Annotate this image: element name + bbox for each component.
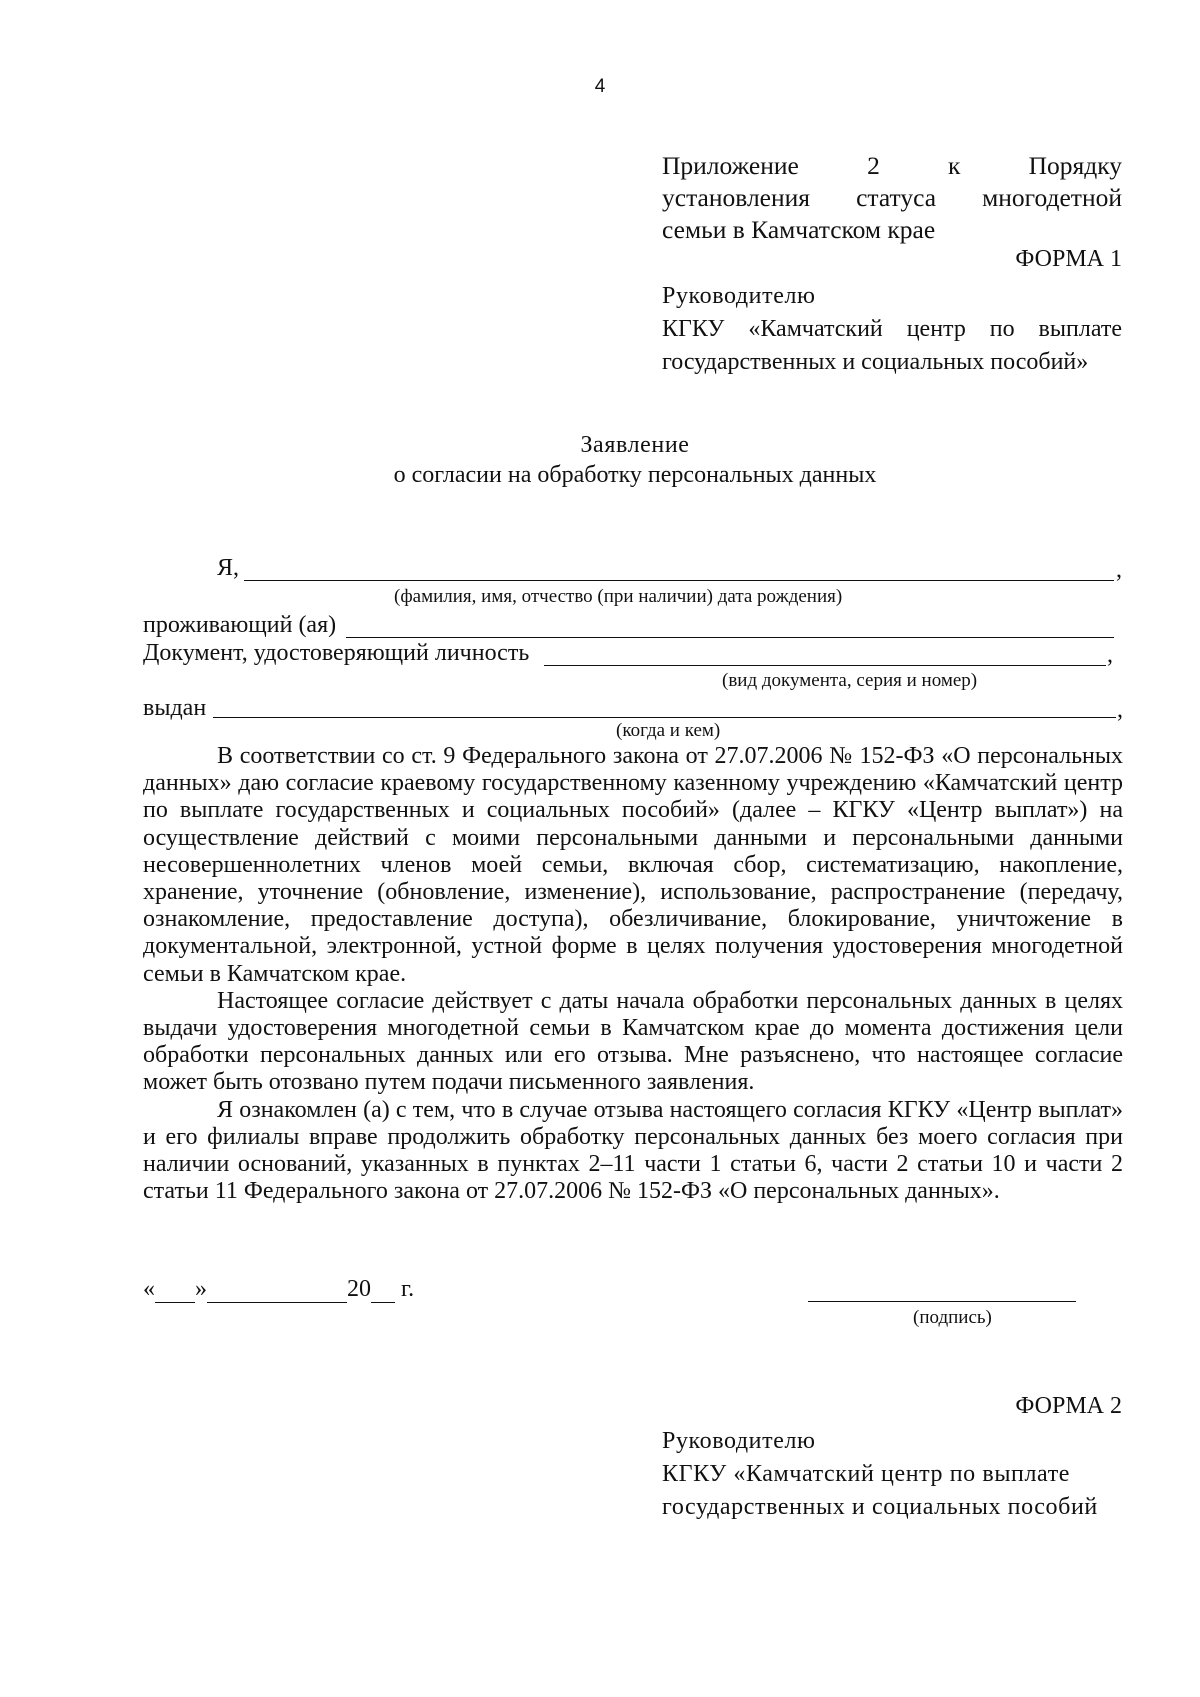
form2-addressee bbox=[662, 1425, 1122, 1524]
appendix-header bbox=[662, 150, 1122, 246]
document-label: Документ, удостоверяющий личность bbox=[143, 640, 530, 666]
consent-paragraph-3: Я ознакомлен (а) с тем, что в случае отзыва настоящего согласия КГКУ «Центр выплат» и его филиалы вправе продолжить обработку персональных данных без моего согласия при наличии оснований, указанных в пунктах 2–11 части 1 статьи 6, части 2 статьи 10 и части 2 статьи 11 Федерального закона от 27.07.2006 № 152-ФЗ «О персональных данных». bbox=[143, 1096, 1123, 1205]
address-input-line[interactable] bbox=[346, 637, 1114, 638]
appendix-line-2: установления статуса многодетной bbox=[662, 183, 1122, 212]
comma: , bbox=[1116, 557, 1122, 583]
fullname-hint: (фамилия, имя, отчество (при наличии) дата рождения) bbox=[394, 586, 843, 607]
appendix-line-1 bbox=[662, 150, 1122, 182]
day-input-line[interactable] bbox=[155, 1282, 195, 1303]
addressee-line-3: государственных и социальных пособий» bbox=[662, 349, 1089, 375]
appendix-word: Приложение bbox=[662, 151, 799, 180]
quote-close: » bbox=[195, 1276, 207, 1302]
i-label: Я, bbox=[217, 555, 240, 581]
year-input-line[interactable] bbox=[371, 1282, 395, 1303]
consent-paragraph-1: В соответствии со ст. 9 Федерального закона от 27.07.2006 № 152-ФЗ «О персональных данных» даю согласие краевому государственному казенному учреждению «Камчатский центр по выплате государственных и социальных пособий» (далее – КГКУ «Центр выплат») на осуществление действий с моими персональными данными и персональными данными несовершеннолетних членов моей семьи, включая сбор, систематизацию, накопление, хранение, уточнение (обновление, изменение), использование, распространение (передачу, ознакомление, предоставление доступа), обезличивание, блокирование, уничтожение в документальной, электронной, устной форме в целях получения удостоверения многодетной семьи в Камчатском крае. bbox=[143, 743, 1123, 987]
issued-input-line[interactable] bbox=[213, 717, 1116, 718]
addressee-line-2: КГКУ «Камчатский центр по выплате bbox=[662, 316, 1122, 342]
issued-hint: (когда и кем) bbox=[616, 720, 721, 741]
document-input-line[interactable] bbox=[544, 665, 1106, 666]
year-suffix: г. bbox=[401, 1276, 415, 1302]
form1-addressee bbox=[662, 280, 1122, 379]
year-prefix: 20 bbox=[347, 1276, 371, 1302]
fullname-input-line[interactable] bbox=[244, 580, 1114, 581]
form1-label: ФОРМА 1 bbox=[1015, 246, 1122, 272]
addressee-line-1: Руководителю bbox=[662, 283, 816, 309]
signature-input-line[interactable] bbox=[808, 1301, 1076, 1302]
form2-label: ФОРМА 2 bbox=[1015, 1393, 1122, 1419]
appendix-word: Порядку bbox=[1028, 151, 1122, 180]
comma: , bbox=[1117, 697, 1123, 723]
appendix-word: 2 bbox=[867, 151, 880, 180]
consent-body bbox=[143, 743, 1123, 1205]
residing-label: проживающий (ая) bbox=[143, 612, 337, 638]
date-line bbox=[143, 1276, 414, 1303]
appendix-line-3: семьи в Камчатском крае bbox=[662, 215, 936, 244]
page-number: 4 bbox=[594, 76, 606, 97]
document-hint: (вид документа, серия и номер) bbox=[722, 670, 978, 691]
statement-subtitle: о согласии на обработку персональных данных bbox=[393, 462, 877, 488]
quote-open: « bbox=[143, 1276, 155, 1302]
form2-addressee-line-2: КГКУ «Камчатский центр по выплате bbox=[662, 1461, 1071, 1487]
appendix-word: к bbox=[948, 151, 961, 180]
month-input-line[interactable] bbox=[207, 1282, 347, 1303]
signature-hint: (подпись) bbox=[913, 1307, 992, 1328]
comma: , bbox=[1107, 642, 1113, 668]
consent-paragraph-2: Настоящее согласие действует с даты начала обработки персональных данных в целях выдачи удостоверения многодетной семьи в Камчатском крае до момента достижения цели обработки персональных данных или его отзыва. Мне разъяснено, что настоящее согласие может быть отозвано путем подачи письменного заявления. bbox=[143, 987, 1123, 1096]
statement-title: Заявление bbox=[580, 432, 690, 458]
form2-addressee-line-3: государственных и социальных пособий bbox=[662, 1494, 1098, 1520]
issued-label: выдан bbox=[143, 695, 207, 721]
form2-addressee-line-1: Руководителю bbox=[662, 1428, 816, 1454]
